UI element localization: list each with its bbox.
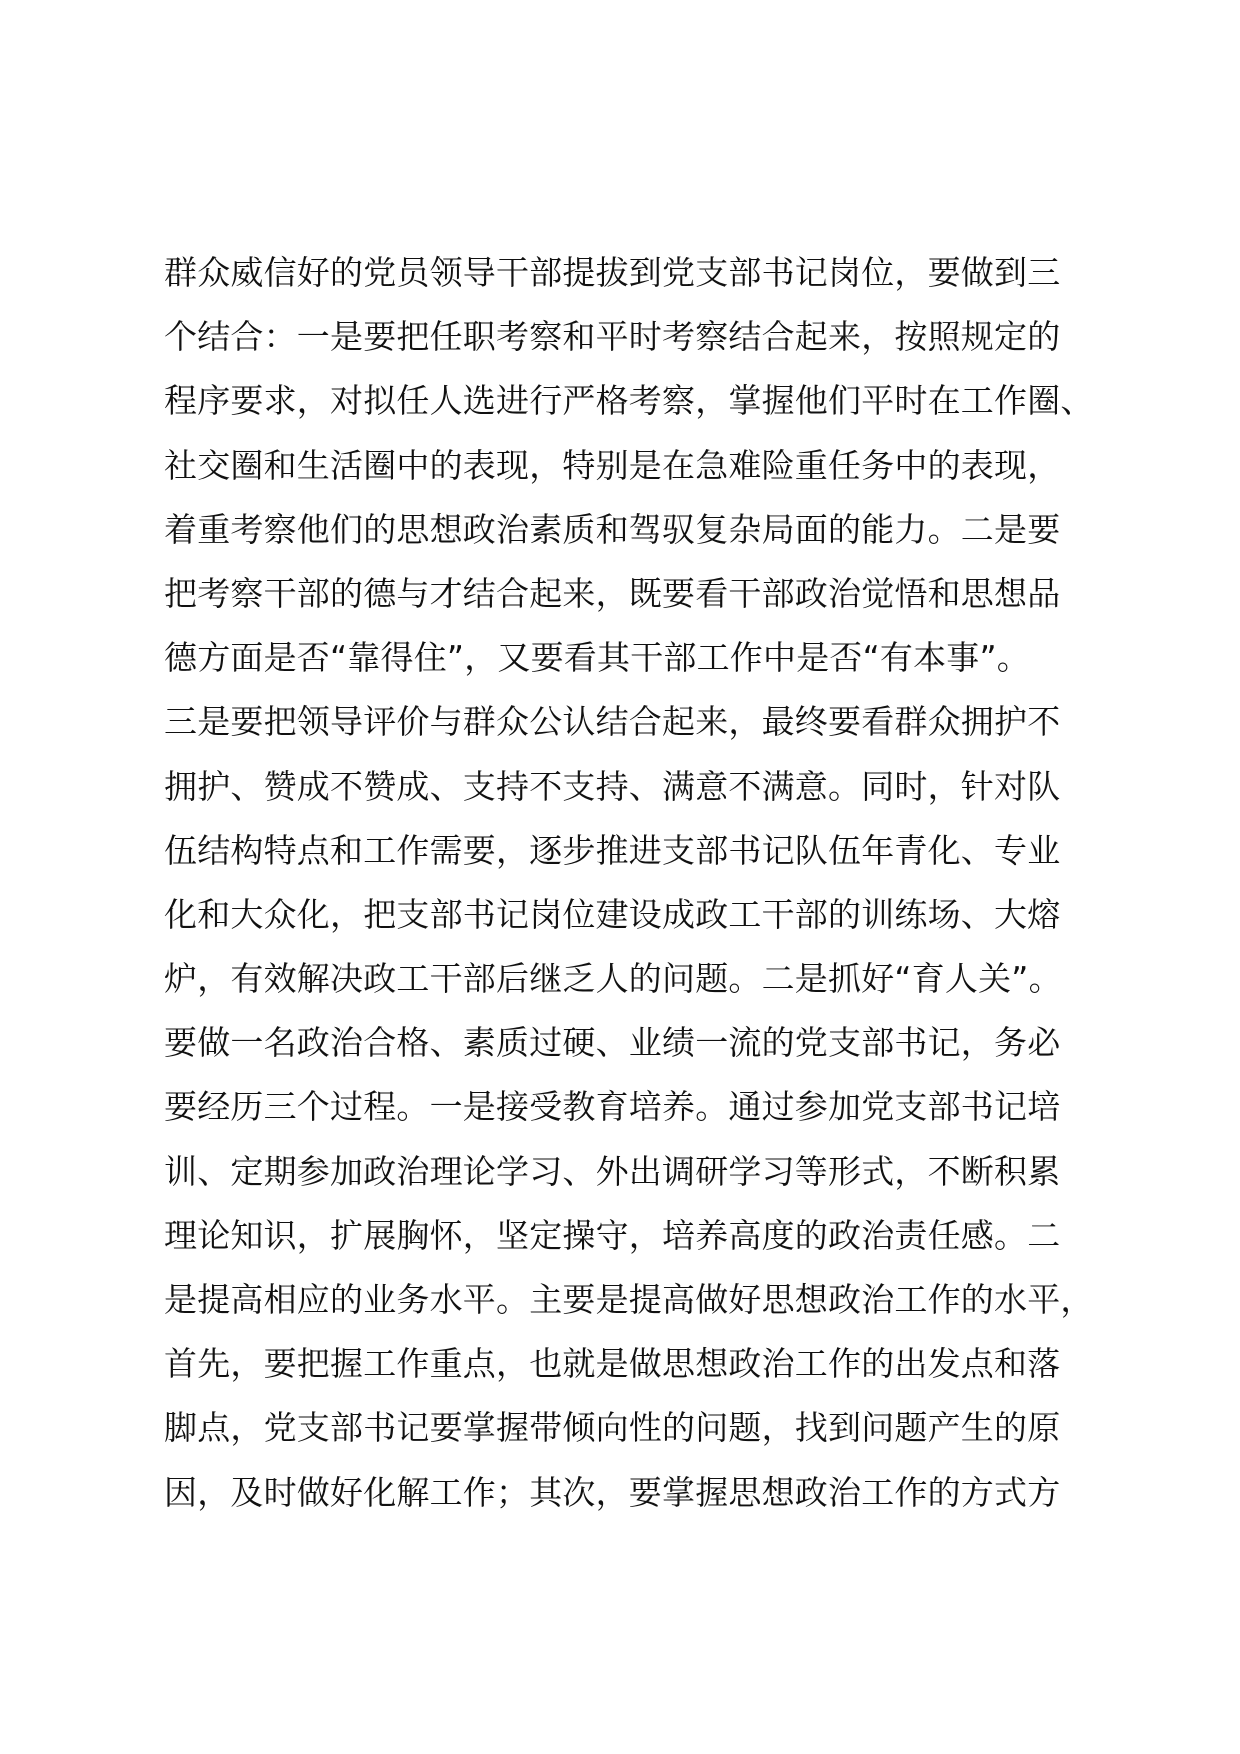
text-line: 因，及时做好化解工作；其次，要掌握思想政治工作的方式方 <box>164 1472 1061 1512</box>
text-line: 拥护、赞成不赞成、支持不支持、满意不满意。同时，针对队 <box>164 766 1061 806</box>
text-line: 伍结构特点和工作需要，逐步推进支部书记队伍年青化、专业 <box>164 830 1061 870</box>
text-line: 要经历三个过程。一是接受教育培养。通过参加党支部书记培 <box>164 1087 1061 1127</box>
document-body <box>164 241 1104 1525</box>
text-line: 理论知识，扩展胸怀，坚定操守，培养高度的政治责任感。二 <box>164 1215 1061 1255</box>
text-line: 是提高相应的业务水平。主要是提高做好思想政治工作的水平， <box>164 1280 1094 1319</box>
text-line: 德方面是否“靠得住”，又要看其干部工作中是否“有本事”。 <box>164 638 1030 678</box>
text-line: 程序要求，对拟任人选进行严格考察，掌握他们平时在工作圈、 <box>164 381 1094 421</box>
text-line: 个结合：一是要把任职考察和平时考察结合起来，按照规定的 <box>164 317 1061 357</box>
text-line: 着重考察他们的思想政治素质和驾驭复杂局面的能力。二是要 <box>164 509 1061 549</box>
text-line: 训、定期参加政治理论学习、外出调研学习等形式，不断积累 <box>164 1151 1061 1191</box>
text-line: 要做一名政治合格、素质过硬、业绩一流的党支部书记，务必 <box>164 1023 1061 1063</box>
text-line: 社交圈和生活圈中的表现，特别是在急难险重任务中的表现， <box>164 445 1061 485</box>
text-line: 把考察干部的德与才结合起来，既要看干部政治觉悟和思想品 <box>164 573 1061 613</box>
text-line: 三是要把领导评价与群众公认结合起来，最终要看群众拥护不 <box>164 702 1061 742</box>
text-line: 群众威信好的党员领导干部提拔到党支部书记岗位，要做到三 <box>164 253 1061 292</box>
text-line: 炉，有效解决政工干部后继乏人的问题。二是抓好“育人关”。 <box>164 959 1062 999</box>
text-line: 首先，要把握工作重点，也就是做思想政治工作的出发点和落 <box>164 1344 1061 1384</box>
text-line: 脚点，党支部书记要掌握带倾向性的问题，找到问题产生的原 <box>164 1408 1061 1448</box>
text-line: 化和大众化，把支部书记岗位建设成政工干部的训练场、大熔 <box>164 894 1061 934</box>
